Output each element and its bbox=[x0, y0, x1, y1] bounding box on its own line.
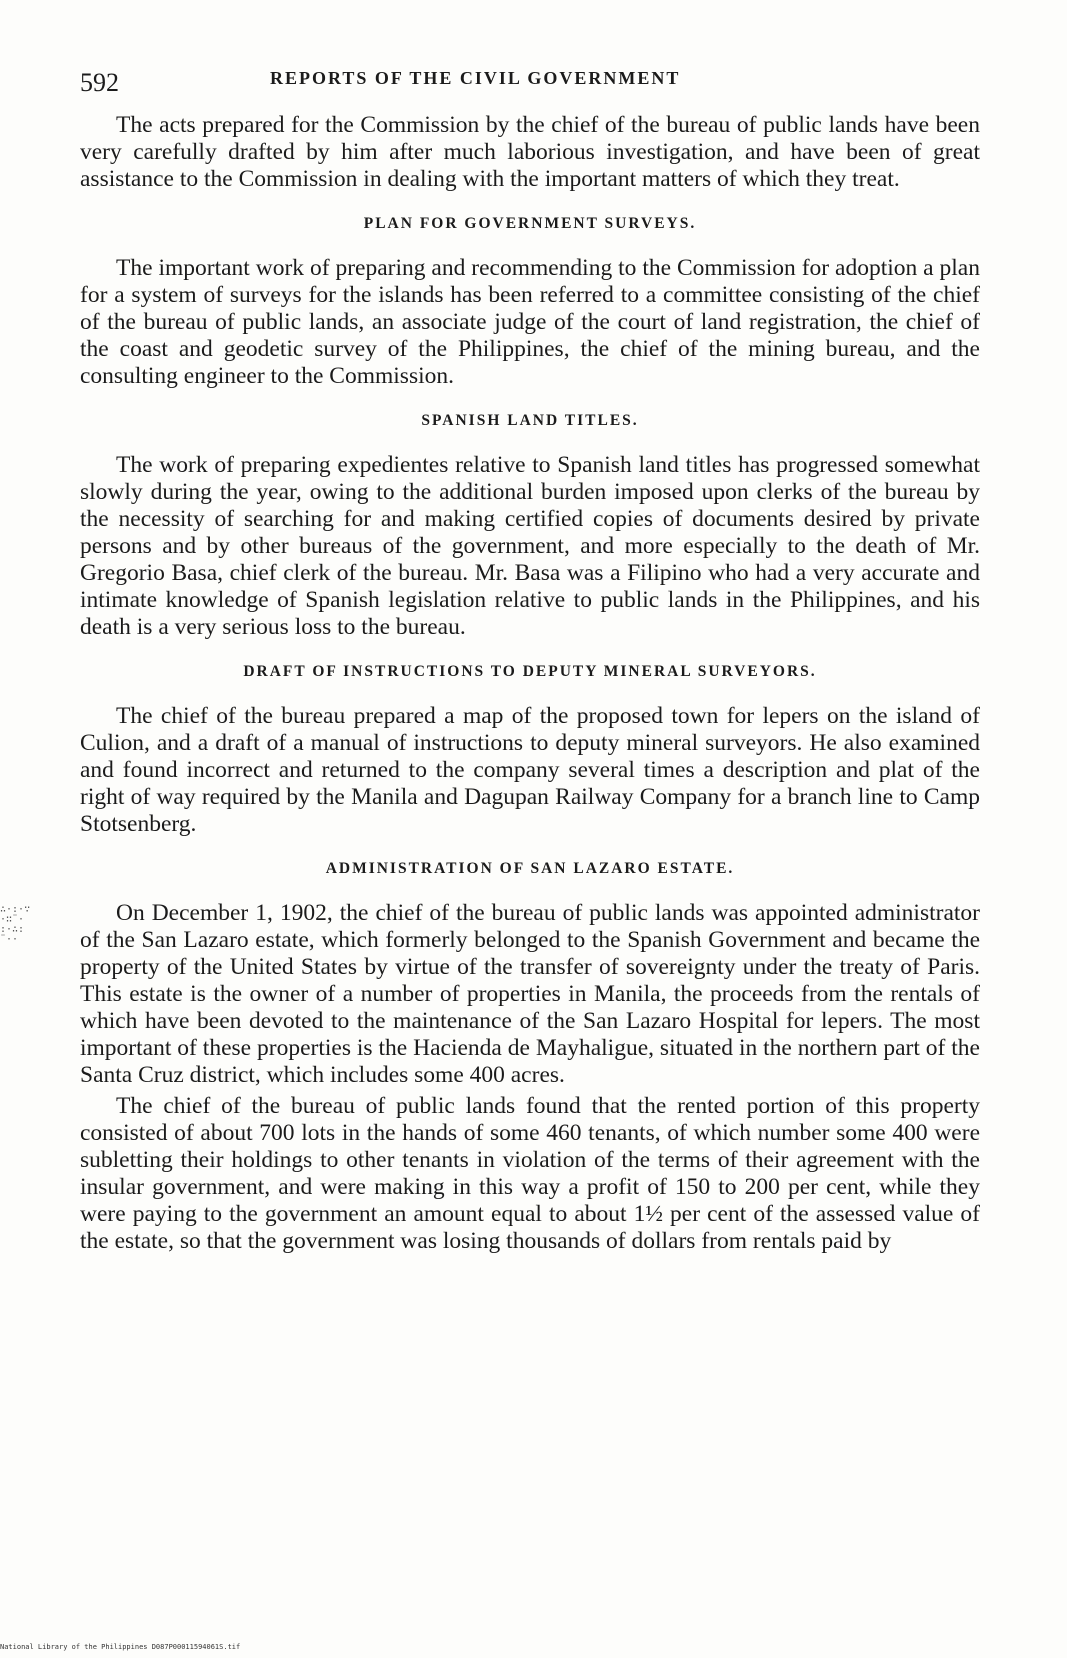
running-head: REPORTS OF THE CIVIL GOVERNMENT bbox=[270, 68, 681, 88]
scan-footer: National Library of the Philippines D087P00011594061S.tif bbox=[0, 1643, 241, 1651]
paragraph: The important work of preparing and recommending to the Commission for adoption a plan for a system of surveys for the islands has been referred to a committee consisting of the chief of the bureau of public lands, an associate judge of the court of land registration, the chief of the coast and geodetic survey of the Philippines, the chief of the mining bureau, and the consulting engineer to the Commission. bbox=[80, 255, 980, 389]
page-body bbox=[80, 112, 980, 1255]
paragraph: The chief of the bureau prepared a map of the proposed town for lepers on the island of Culion, and a draft of a manual of instructions to deputy mineral surveyors. He also examined and found incorrect and returned to the company several times a description and plat of the right of way required by the Manila and Dagupan Railway Company for a branch line to Camp Stotsenberg. bbox=[80, 703, 980, 837]
paragraph: The work of preparing expedientes relative to Spanish land titles has progressed somewhat slowly during the year, owing to the additional burden imposed upon clerks of the bureau by the necessity of searching for and making certified copies of documents desired by private persons and by other bureaus of the government, and more especially to the death of Mr. Gregorio Basa, chief clerk of the bureau. Mr. Basa was a Filipino who had a very accurate and intimate knowledge of Spanish legislation relative to public lands in the Philippines, and his death is a very serious loss to the bureau. bbox=[80, 452, 980, 640]
paragraph: The chief of the bureau of public lands found that the rented portion of this property consisted of about 700 lots in the hands of some 460 tenants, of which number some 400 were subletting their holdings to other tenants in violation of the terms of their agreement with the insular government, and were making in this way a profit of 150 to 200 per cent, while they were paying to the government an amount equal to about 1½ per cent of the assessed value of the estate, so that the government was losing thousands of dollars from rentals paid by bbox=[80, 1093, 980, 1254]
section-deputy-mineral-surveyors bbox=[80, 663, 980, 838]
paragraph: On December 1, 1902, the chief of the bureau of public lands was appointed administrator of the San Lazaro estate, which formerly belonged to the Spanish Government and became the property of the United States by virtue of the transfer of sovereignty under the treaty of Paris. This estate is the owner of a number of properties in Manila, the proceeds from the rentals of which have been devoted to the maintenance of the San Lazaro Hospital for lepers. The most important of these properties is the Hacienda de Mayhaligue, situated in the northern part of the Santa Cruz district, which includes some 400 acres. bbox=[80, 900, 980, 1088]
section-heading: ADMINISTRATION OF SAN LAZARO ESTATE. bbox=[325, 860, 735, 877]
section-intro bbox=[80, 112, 980, 193]
margin-stamp-mark: ∴·:·∵ ·∷¨· :·∴: ¨·· bbox=[0, 905, 31, 945]
paragraph: The acts prepared for the Commission by the chief of the bureau of public lands have been very carefully drafted by him after much laborious investigation, and have been of great assistance to the Commission in dealing with the important matters of which they treat. bbox=[80, 112, 980, 192]
section-heading: SPANISH LAND TITLES. bbox=[421, 412, 639, 429]
section-heading: PLAN FOR GOVERNMENT SURVEYS. bbox=[363, 215, 697, 232]
section-heading: DRAFT OF INSTRUCTIONS TO DEPUTY MINERAL SURVEYORS. bbox=[243, 663, 817, 680]
page-number: 592 bbox=[80, 68, 119, 97]
section-spanish-land-titles bbox=[80, 412, 980, 641]
section-san-lazaro-estate bbox=[80, 860, 980, 1255]
section-government-surveys bbox=[80, 215, 980, 390]
